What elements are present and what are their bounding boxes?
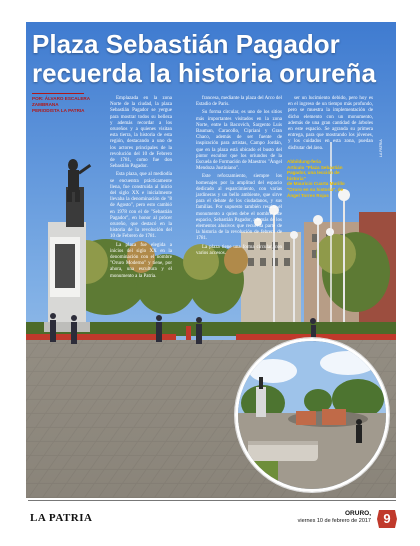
inset-photo [235, 338, 389, 492]
newspaper-logo: LA PATRIA [30, 512, 93, 524]
page-number-badge [376, 508, 398, 530]
caption-line: "Oruro en su historia", de [287, 186, 344, 192]
headline-line-1: Plaza Sebastián Pagador [32, 29, 340, 59]
article-column-3 [288, 96, 373, 154]
article-column-1 [110, 96, 172, 282]
paragraph: Este reforzamiento, siempre los homenajes por la amplitud del espacio dedicado al esparcimiento, con varias jardineras y un bello ambiente, que sirve para el debate de los ciudadanos, y sus familias. Por supuesto también resalta el monumento a quien debe el nombre este espacio, Sebastián Pagador, además de los elementos alusivos que recuerda parte de la historia de la revolución de febrero de 1781. [196, 174, 282, 242]
bibliography-caption [287, 159, 353, 198]
page-number: 9 [383, 511, 391, 526]
paragraph: Esta plaza, que al mediodía se encuentra prácticamente llena, fue construida al inicio del siglo XX e inicialmente llevaba la denominación de "8 de Agosto", pero esto cambió en 1978 con el de "Sebastián Pagador", en honor al prócer orureño, que destacó en la historia de la revolución del 10 de Febrero de 1781. [110, 172, 172, 240]
photo-credit: LA PATRIA [379, 139, 383, 157]
caption-line: de Mauricio Cuarta Murillo [287, 181, 345, 187]
paragraph: La plaza fue elegida a inicios del siglo XX en la denominación con el nombre "Oruro Moderno" y tiene, por ahora, una escultura y el monumento a la Patria. [110, 242, 172, 279]
paragraph: francesa, mediante la plaza del Arco del Estadio de Paris. [196, 96, 282, 108]
paragraph: ser un lucimiento debido, pero hoy es en el ingreso de un tiempo más profundo, pero se muestra la implementación de dicho elemento con un monumento, además de una gran cantidad de árboles en este espacio. Se agranda su primera entrega, para que mostrando los jóvenes, y los cuidados en esta zona, puedan disfrutar del área. [288, 96, 373, 151]
paragraph: La plaza tiene una forma circular, con varios accesos. [196, 244, 282, 256]
footer-dateline [291, 510, 371, 525]
headline-line-2: recuerda la historia orureña [32, 58, 376, 88]
caption-line: Ángel Torres Rojas [287, 192, 329, 198]
byline [32, 93, 92, 114]
paragraph: Su forma circular, es uno de los sitios más importantes visitados en la zona Norte, entre la Bacovich, Sargento Luis Bauman, Caracollo, Cipriani y Gran Chaco, además de ser fuente de inspiración para artistas, Campo Jordán, que en la plaza está ubicado el busto del pintor escultor que los oriundos de la Escuela de Formación de Maestros "Ángel Mendoza Justiniano". [196, 110, 282, 172]
footer-city: ORURO, [345, 510, 371, 517]
footer-date: viernes 10 de febrero de 2017 [297, 518, 371, 524]
byline-name-1: POR: ÁLVARO ESCALERA [32, 96, 91, 101]
headline [32, 30, 392, 88]
footer-divider [28, 500, 396, 501]
byline-name-2: ZAMBRANA [32, 102, 59, 107]
paragraph: Emplazada en la zona Norte de la ciudad, la plaza Sebastián Pagador se yergue para mostrar todos su belleza y además recordar a los orureños y a quienes visitan esta tierra, la historia de esta región, destacando a uno de los actores principales de la revolución del 10 de Febrero de 1781, como fue don Sebastián Pagador. [110, 96, 172, 170]
byline-rule [32, 93, 84, 94]
caption-line: Artículo "Plaza Sebastián Pagador, una lección de historia" [287, 164, 343, 181]
byline-role: PERIODISTA LA PATRIA [32, 108, 85, 113]
article-column-2 [196, 96, 282, 259]
caption-line: Abbildung-feria [287, 159, 321, 164]
inset-illustration [238, 341, 386, 489]
